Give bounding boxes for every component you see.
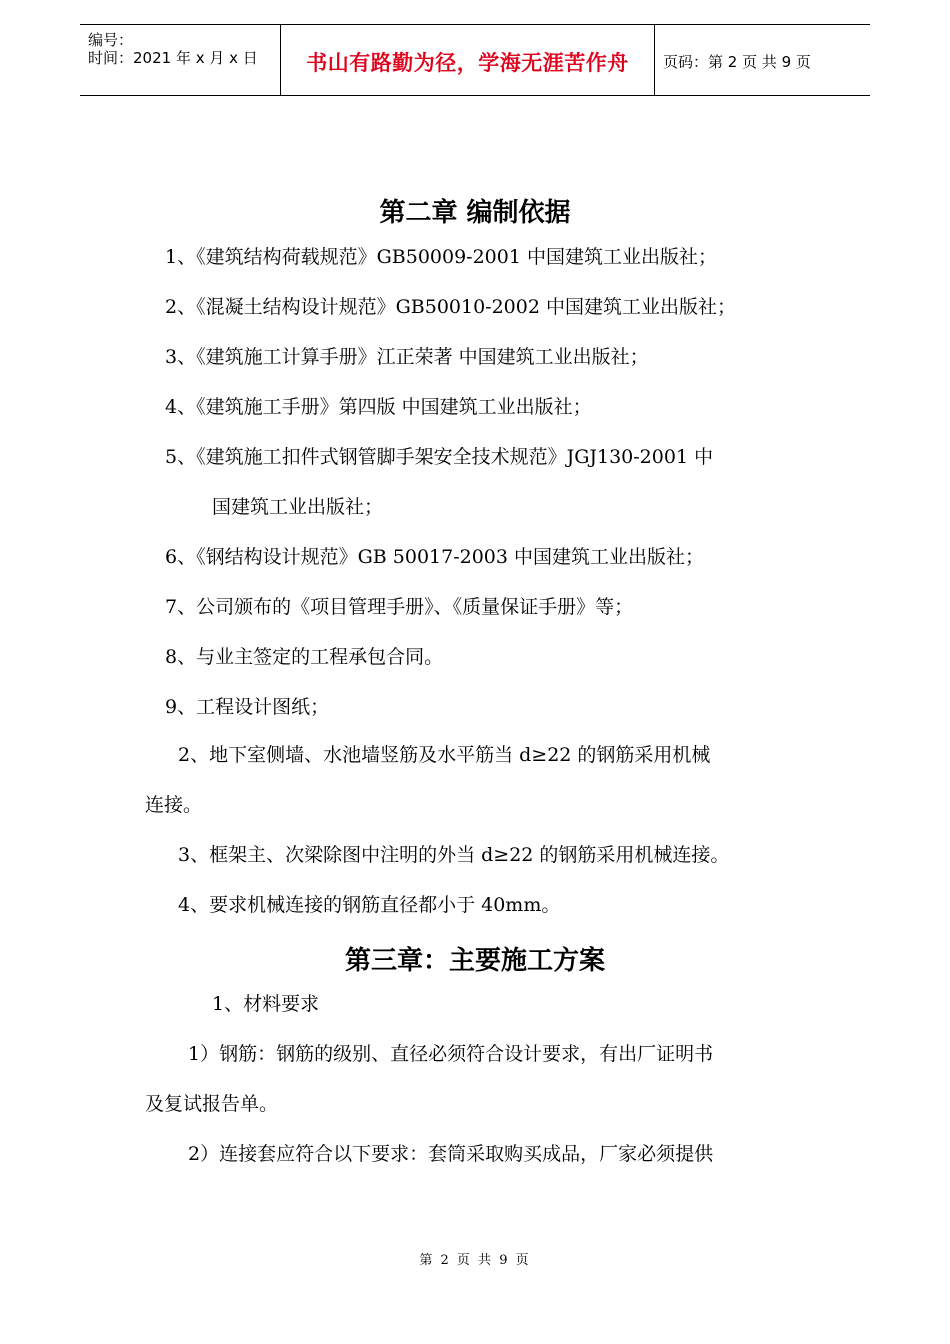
page-code: 页码：第 2 页 共 9 页 xyxy=(663,53,811,71)
basis-item-5: 5、《建筑施工扣件式钢管脚手架安全技术规范》JGJ130-2001 中 xyxy=(165,446,714,468)
number-label: 编号： xyxy=(88,31,134,49)
basis-item-3: 3、《建筑施工计算手册》江正荣著 中国建筑工业出版社； xyxy=(165,346,649,368)
basis-item-7: 7、公司颁布的《项目管理手册》、《质量保证手册》等； xyxy=(165,596,634,618)
basis-item-9: 9、工程设计图纸； xyxy=(165,696,330,718)
basis-item-1: 1、《建筑结构荷载规范》GB50009-2001 中国建筑工业出版社； xyxy=(165,246,717,268)
chapter-3-title: 第三章：主要施工方案 xyxy=(344,946,605,976)
header-meta-cell xyxy=(80,25,281,95)
rebar-note-2: 2、地下室侧墙、水池墙竖筋及水平筋当 d≥22 的钢筋采用机械 xyxy=(178,744,711,766)
page-footer: 第 2 页 共 9 页 xyxy=(419,1253,531,1268)
motto: 书山有路勤为径，学海无涯苦作舟 xyxy=(306,51,629,75)
rebar-note-3: 3、框架主、次梁除图中注明的外当 d≥22 的钢筋采用机械连接。 xyxy=(178,844,730,866)
chapter-2-title: 第二章 编制依据 xyxy=(379,198,571,228)
header-page-cell xyxy=(655,25,870,95)
time-line: 时间：2021 年 x 月 x 日 xyxy=(88,49,258,67)
basis-item-5-cont: 国建筑工业出版社； xyxy=(212,496,384,518)
rebar-note-4: 4、要求机械连接的钢筋直径都小于 40mm。 xyxy=(178,894,561,916)
basis-item-6: 6、《钢结构设计规范》GB 50017-2003 中国建筑工业出版社； xyxy=(165,546,705,568)
section-material: 1、材料要求 xyxy=(212,993,320,1015)
sleeve-requirement: 2）连接套应符合以下要求：套筒采取购买成品，厂家必须提供 xyxy=(188,1143,714,1165)
basis-item-2: 2、《混凝土结构设计规范》GB50010-2002 中国建筑工业出版社； xyxy=(165,296,736,318)
rebar-requirement-cont: 及复试报告单。 xyxy=(145,1093,279,1115)
rebar-note-2-cont: 连接。 xyxy=(145,794,203,816)
header-motto-cell xyxy=(281,25,655,95)
rebar-requirement: 1）钢筋：钢筋的级别、直径必须符合设计要求，有出厂证明书 xyxy=(188,1043,714,1065)
page-header xyxy=(80,24,870,96)
basis-item-8: 8、与业主签定的工程承包合同。 xyxy=(165,646,444,668)
basis-item-4: 4、《建筑施工手册》第四版 中国建筑工业出版社； xyxy=(165,396,592,418)
